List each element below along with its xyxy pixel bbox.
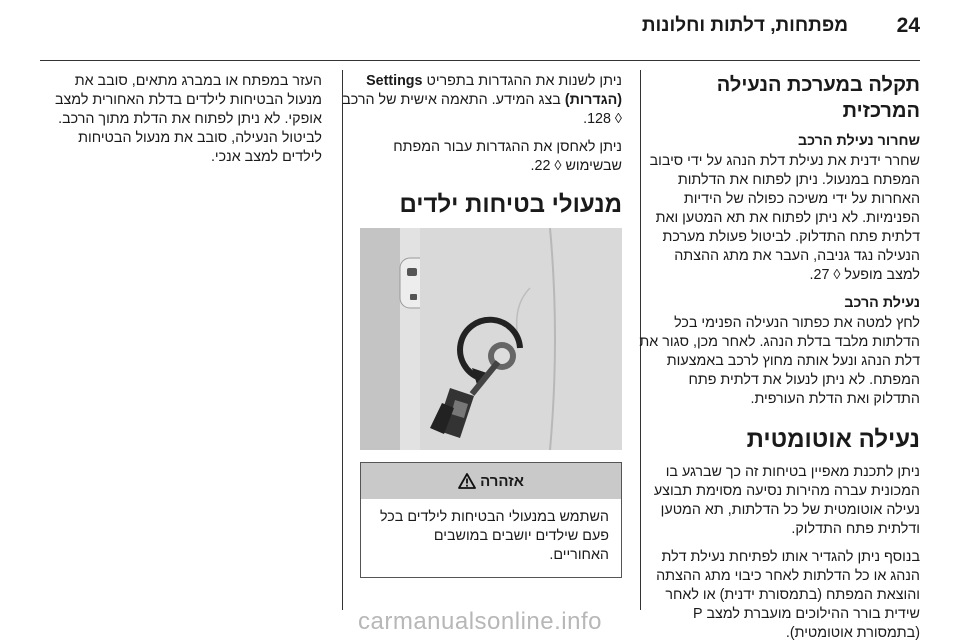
page-number: 24 — [896, 14, 920, 37]
warning-box — [360, 462, 622, 578]
warning-header — [361, 463, 621, 499]
door-key-drawing — [360, 228, 622, 450]
watermark: carmanualsonline.info — [358, 608, 602, 635]
left-column — [40, 72, 322, 176]
page-title: מפתחות, דלתות וחלונות — [641, 15, 848, 36]
warning-triangle-icon — [458, 473, 476, 489]
settings-text-post: בצג המידע. התאמה אישית של הרכב ◊ 128. — [342, 92, 622, 127]
header-rule — [40, 60, 920, 61]
unlock-subheading: שחרור נעילת הרכב — [798, 133, 920, 149]
lock-paragraph: לחץ למטה את כפתור הנעילה הפנימי בכל הדלתות מלבד בדלת הנהג. לאחר מכן, סגור את דלת הנהג ונעל אותה מחוץ לרכב באמצעות המפתח. לא ניתן לנעול את דלתית פתח התדלוק ואת הדלת העורפית. — [639, 315, 920, 407]
unlock-paragraph: שחרר ידנית את נעילת דלת הנהג על ידי סיבוב המפתח במנעול. ניתן לפתוח את הדלתות האחרות על ידי משיכה כפולה של הידיות הפנימיות. לא ניתן לפתוח את תא המטען ואת דלתית פתח התדלוק. לביטול פעולת מערכת הנעילה נגד גניבה, העבר את מתג ההצתה למצב מופעל ◊ 27. — [649, 153, 920, 283]
settings-text-pre: ניתן לשנות את ההגדרות בתפריט — [426, 73, 622, 89]
automatic-locking-paragraph-2: בנוסף ניתן להגדיר אותו לפתיחת נעילת דלת הנהג או כל הדלתות לאחר כיבוי מתג ההצתה והוצאת המפתח (בתמסורת ידנית) או לאחר שידית בורר ההילוכים מועברת למצב P (בתמסורת אוטומטית). — [656, 549, 920, 641]
right-column — [638, 72, 920, 642]
store-settings-paragraph: ניתן לאחסן את ההגדרות עבור המפתח שבשימוש ◊ 22. — [393, 139, 622, 174]
lock-subheading: נעילת הרכב — [844, 295, 920, 311]
middle-column — [340, 72, 622, 578]
central-locking-fault-heading: תקלה במערכת הנעילה המרכזית — [716, 74, 920, 122]
warning-text: השתמש במנעולי הבטיחות לילדים בכל פעם שילדים יושבים במושבים האחוריים. — [380, 509, 609, 563]
child-lock-instructions: העזר במפתח או במברג מתאים, סובב את מנעול הבטיחות לילדים בדלת האחורית למצב אופקי. לא ניתן לפתוח את הדלת מתוך הרכב. לביטול הנעילה, סובב את מנעול הבטיחות לילדים למצב אנכי. — [54, 73, 322, 165]
child-lock-illustration — [360, 228, 622, 450]
page-header — [40, 14, 920, 44]
automatic-locking-paragraph-1: ניתן לתכנת מאפיין בטיחות זה כך שברגע בו המכונית עברה מהירות נסיעה מסוימת תבוצע נעילה אוטומטית של כל הדלתות, תא המטען ודלתית פתח התדלוק. — [653, 464, 920, 537]
automatic-locking-heading: נעילה אוטומטית — [746, 426, 920, 453]
child-locks-heading: מנעולי בטיחות ילדים — [399, 191, 622, 218]
settings-menu-name: Settings (הגדרות) — [366, 73, 622, 108]
settings-paragraph — [340, 72, 622, 129]
warning-title: אזהרה — [480, 472, 524, 490]
